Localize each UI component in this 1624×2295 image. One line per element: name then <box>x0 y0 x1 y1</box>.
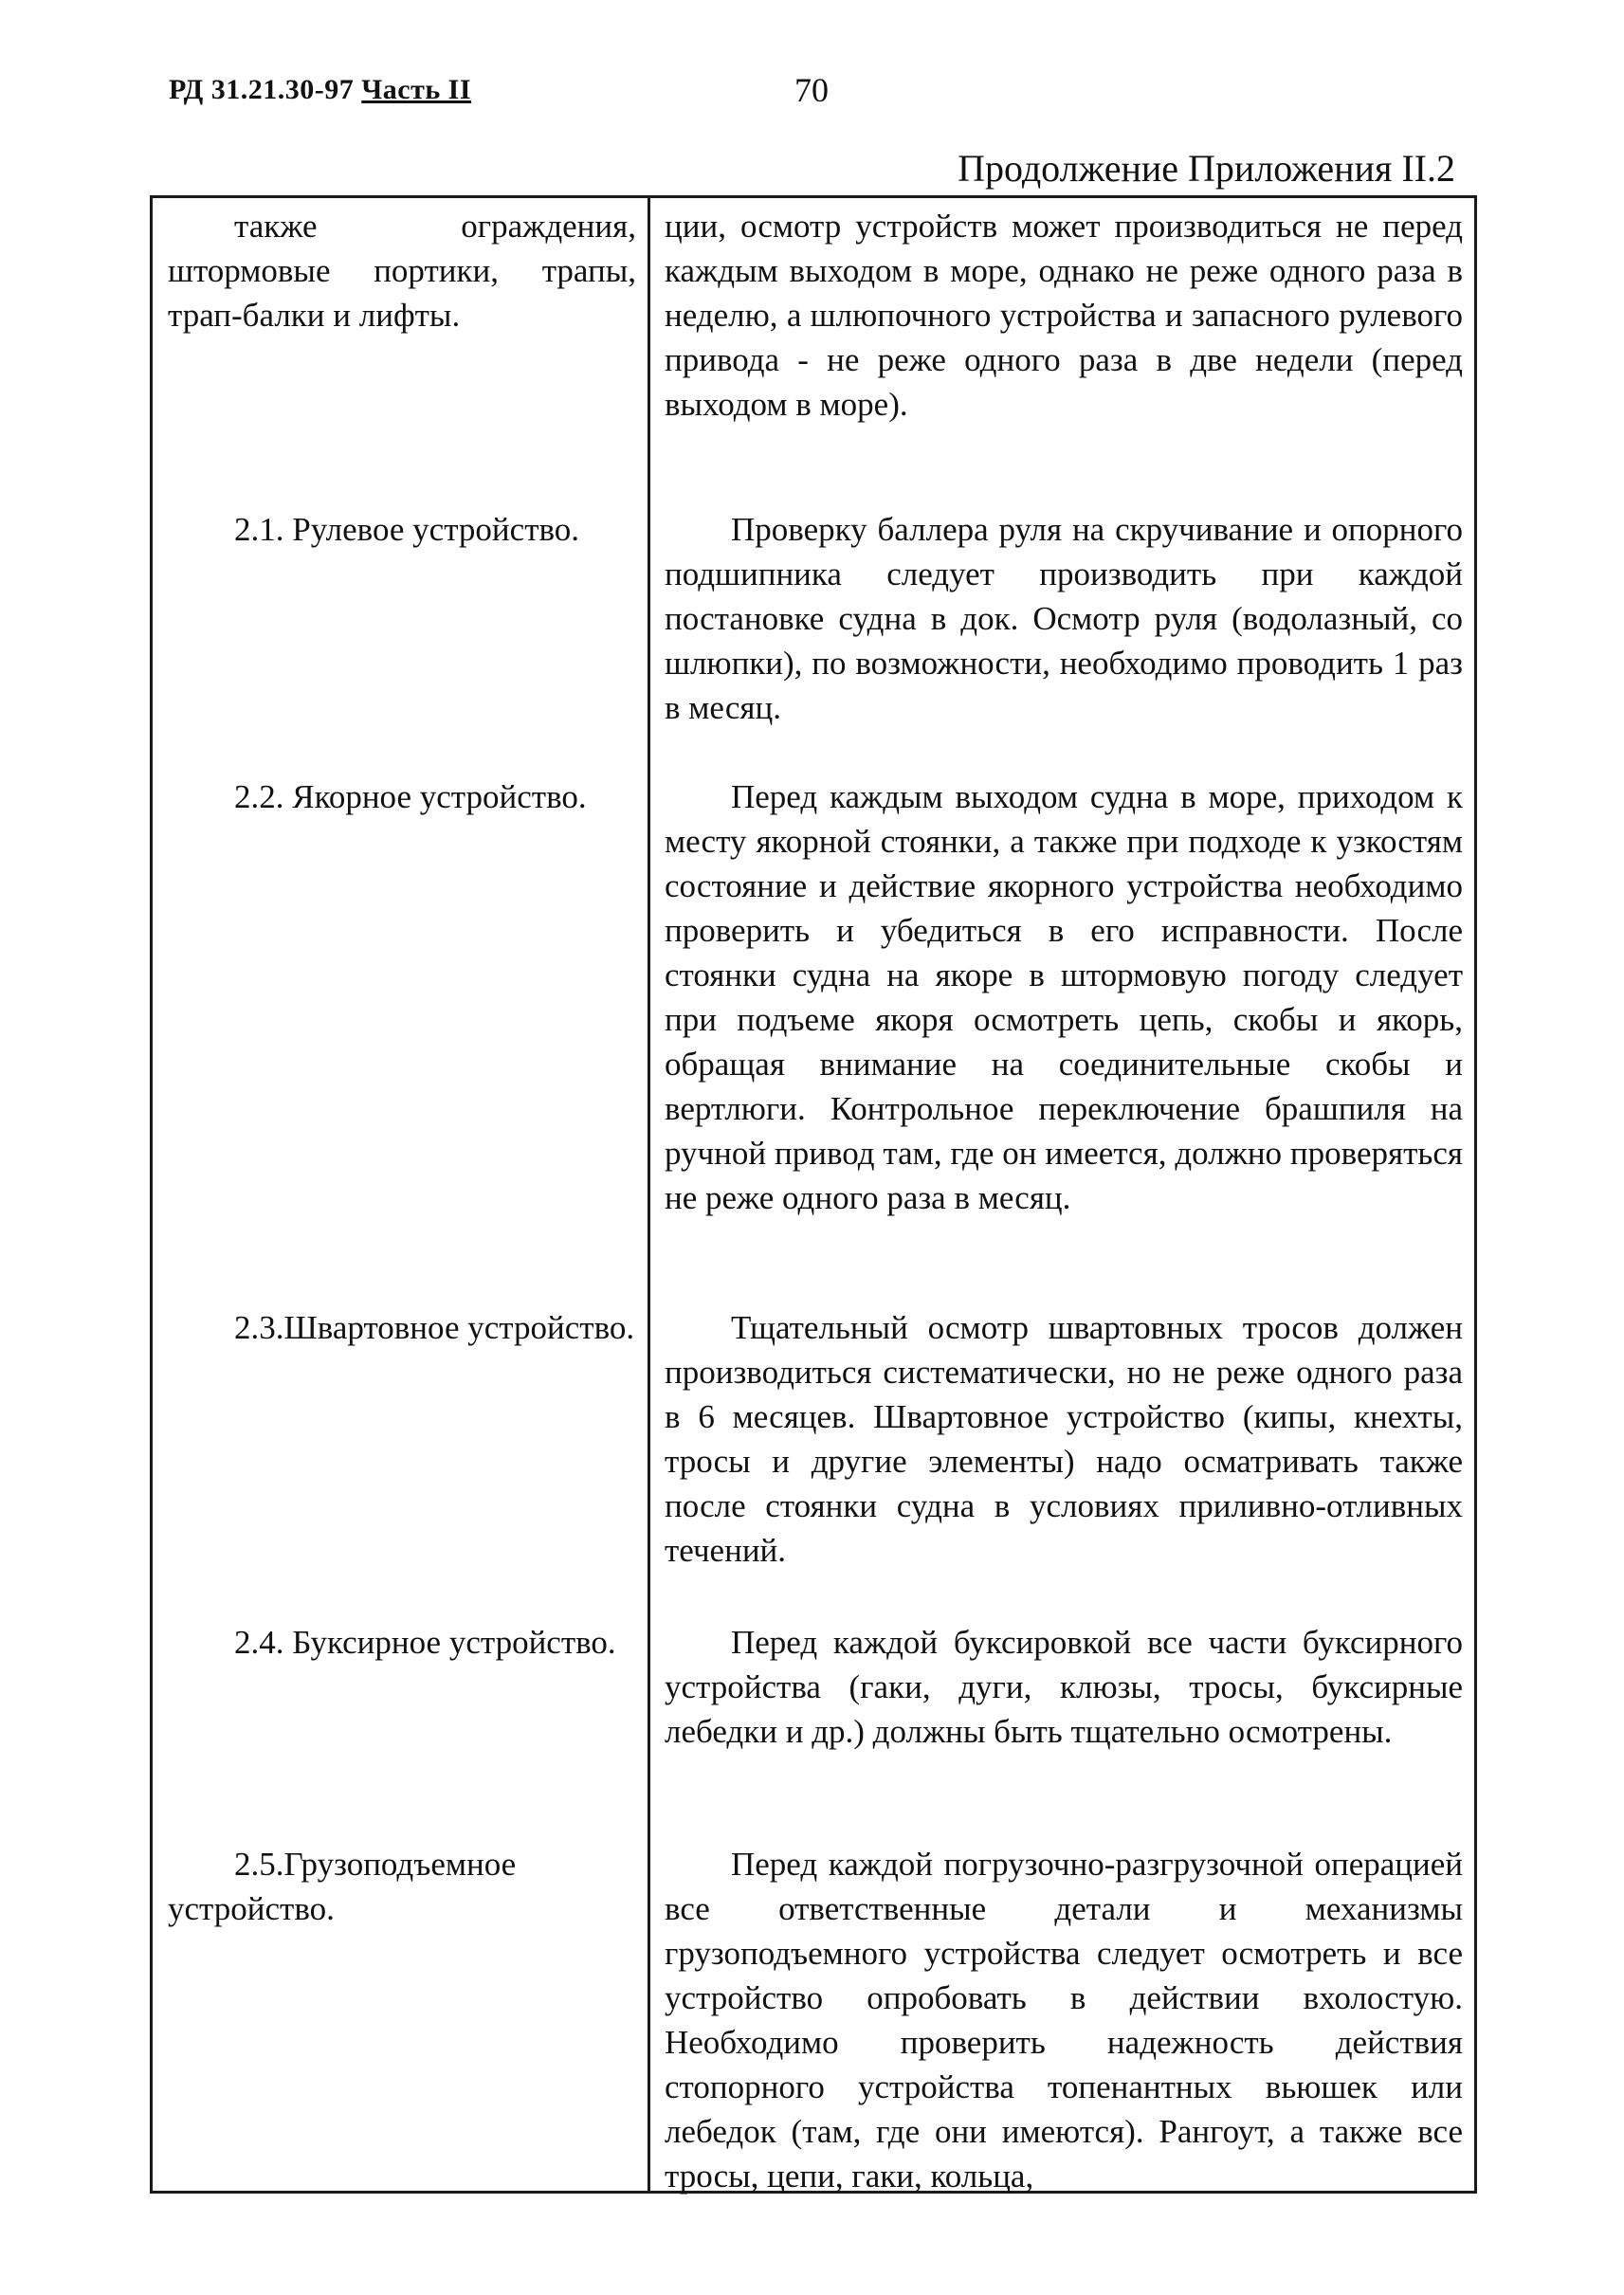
table-row-text: Перед каждой буксировкой все части буксирного устройства (гаки, дуги, клюзы, тросы, буксирные лебедки и др.) должны быть тщательно осмотрены. <box>665 1624 1463 1750</box>
table-row-item: 2.4. Буксирное устройство. <box>234 1624 616 1661</box>
document-code <box>169 74 471 106</box>
table-row-text: Тщательный осмотр швартовных тросов должен производиться систематически, но не реже одного раза в 6 месяцев. Швартовное устройство (кипы, кнехты, тросы и другие элементы) надо осматривать также после стоянки судна в условиях приливно-отливных течений. <box>665 1309 1463 1569</box>
table-row-text: Перед каждой погрузочно-разгрузочной операцией все ответственные детали и механизмы грузоподъемного устройства следует осмотреть и все устройство опробовать в действии вхолостую. Необходимо проверить надежность действия стопорного устройства топенантных вьюшек или лебедок (там, где они имеются). Рангоут, а также все тросы, цепи, гаки, кольца, <box>665 1846 1463 2195</box>
table-row-item: 2.2. Якорное устройство. <box>234 778 587 815</box>
page-number: 70 <box>794 71 829 109</box>
table-row-item: 2.3.Швартовное устройство. <box>234 1309 635 1346</box>
table-row-text: Проверку баллера руля на скручивание и опорного подшипника следует производить при каждой постановке судна в док. Осмотр руля (водолазный, со шлюпки), по возможности, необходимо проводить 1 раз в месяц. <box>665 511 1463 726</box>
continuation-title: Продолжение Приложения II.2 <box>958 147 1455 190</box>
table-row-text: Перед каждым выходом судна в море, приходом к месту якорной стоянки, а также при подходе к узкостям состояние и действие якорного устройства необходимо проверить и убедиться в его исправности. После стоянки судна на якоре в штормовую погоду следует при подъеме якоря осмотреть цепь, скобы и якорь, обращая внимание на соединительные скобы и вертлюги. Контрольное переключение брашпиля на ручной привод там, где он имеется, должно проверяться не реже одного раза в месяц. <box>665 778 1463 1216</box>
part-label: Часть II <box>361 74 472 105</box>
requirements-table <box>150 195 1477 2194</box>
table-row-text: ции, осмотр устройств может производиться не перед каждым выходом в море, однако не реже одного раза в неделю, а шлюпочного устройства и запасного рулевого привода - не реже одного раза в две недели (перед выходом в море). <box>665 208 1463 423</box>
table-row-item: 2.1. Рулевое устройство. <box>234 511 580 548</box>
table-row-item: 2.5.Грузоподъемное устройство. <box>168 1846 517 1927</box>
column-divider <box>648 198 650 2191</box>
doc-code-text: РД 31.21.30-97 <box>169 74 355 105</box>
table-row-item: также ограждения, штормовые портики, трапы, трап-балки и лифты. <box>168 208 636 334</box>
